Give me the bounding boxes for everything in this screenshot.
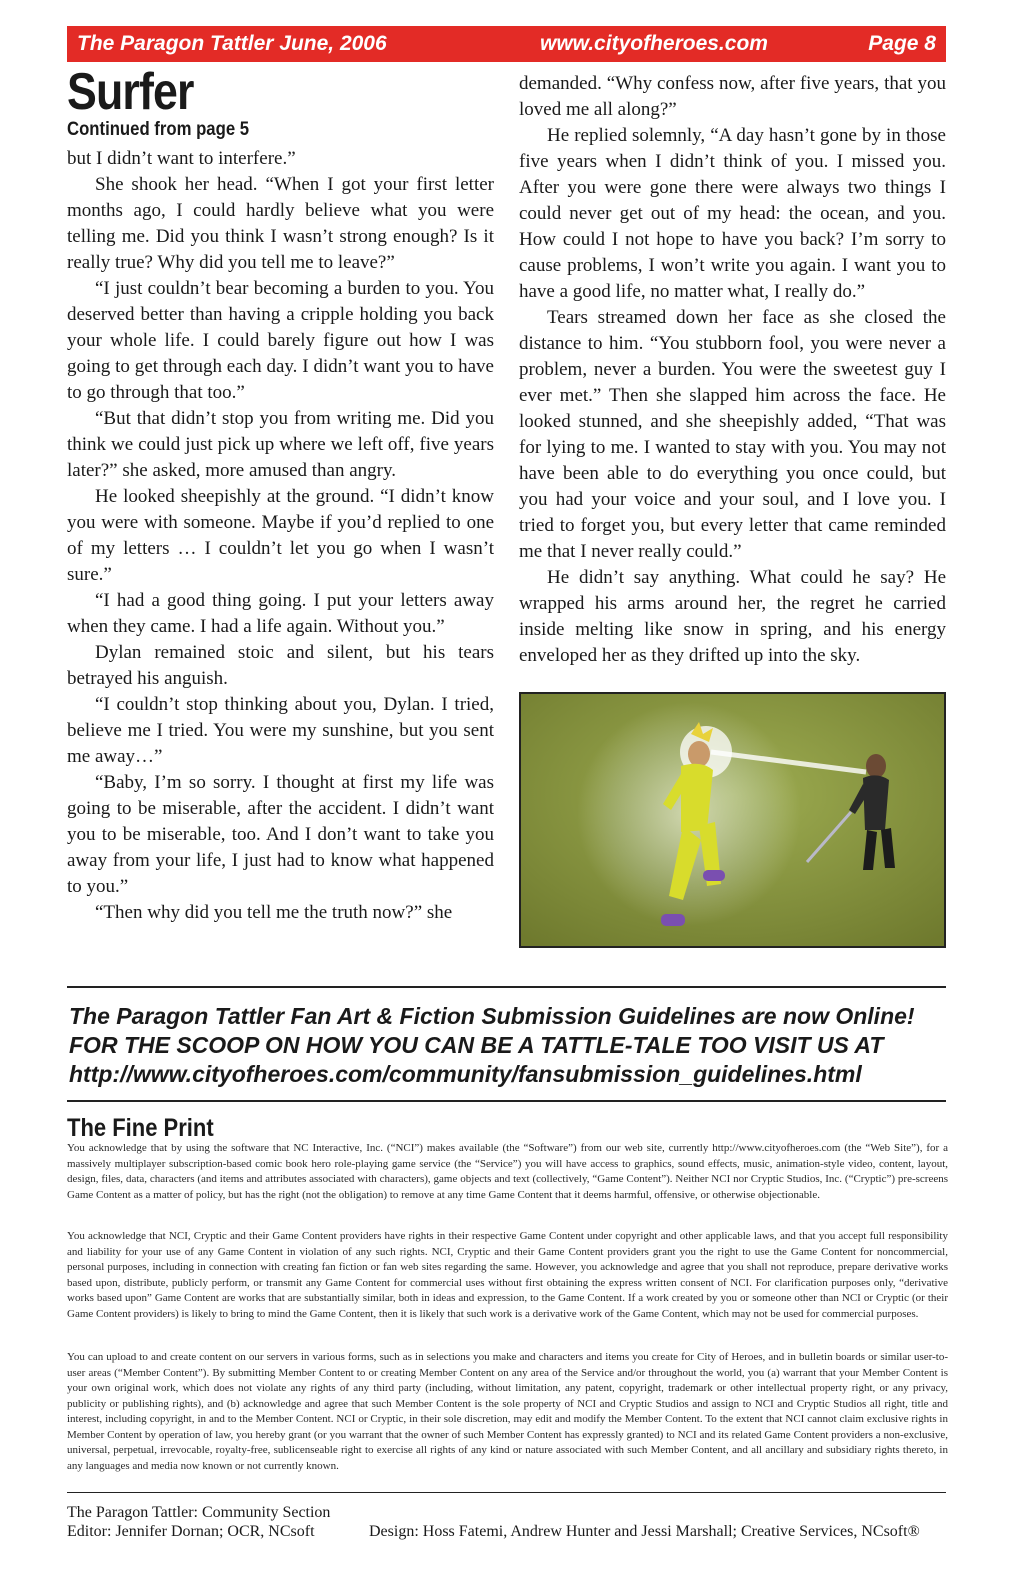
- fine-print-paragraph: You acknowledge that by using the software that NC Interactive, Inc. (“NCI”) makes available (the “Software”) from our web site, currently http://www.cityofheroes.com (the “Web Site”), for a massively multiplayer subscription-based comic book hero role-playing game service (the “Service”) you will have access to graphics, sound effects, music, animation-style video, content, layout, design, files, data, characters (and items and attributes associated with characters), game objects and text (collectively, “Game Content”). Neither NCI nor Cryptic Studios, Inc. (“Cryptic”) pre-screens Game Content as a matter of policy, but has the right (not the obligation) to remove at any time Game Content that it deems harmful, offensive, or otherwise objectionable.: [67, 1142, 948, 1201]
- promo-callout: FOR THE SCOOP ON HOW YOU CAN BE A TATTLE-TALE TOO VISIT US AT: [69, 1032, 884, 1058]
- fine-print-paragraph: You acknowledge that NCI, Cryptic and their Game Content providers have rights in their respective Game Content under copyright and other applicable laws, and that you accept full responsibility and liability for your use of any Game Content in violation of any such rights. NCI, Cryptic and their Game Content providers grant you the right to use the Game Content for noncommercial, personal purposes, including in connection with creating fan fiction or fan web sites regarding the same. However, you acknowledge and agree that you shall not reproduce, prepare derivative works based upon, distribute, publicly perform, or transmit any Game Content for commercial uses without first obtaining the express written consent of NCI. For clarification purposes only, “derivative works based upon” Game Content are works that are substantially similar, both in ideas and expression, to the Game Content. If a work created by you or someone other than NCI or Cryptic (or their Game Content providers) is likely to bring to mind the Game Content, then it is likely that such work is a derivative work of the Game Content, which may not be used for commercial purposes.: [67, 1230, 948, 1320]
- promo-link[interactable]: http://www.cityofheroes.com/community/fansubmission_guidelines.html: [69, 1061, 862, 1087]
- story-paragraph: “Then why did you tell me the truth now?” she: [95, 902, 453, 923]
- divider: [67, 1100, 946, 1102]
- footer-section-label: The Paragon Tattler: Community Section: [67, 1504, 331, 1521]
- fine-print-title: The Fine Print: [67, 1114, 214, 1142]
- game-screenshot-illustration: [519, 692, 946, 948]
- divider: [67, 986, 946, 988]
- footer-editor: Editor: Jennifer Dornan; OCR, NCsoft: [67, 1523, 315, 1540]
- newsletter-title: The Paragon Tattler June, 2006: [77, 32, 387, 55]
- story-paragraph: Dylan remained stoic and silent, but his tears betrayed his anguish.: [67, 642, 494, 689]
- story-paragraph: demanded. “Why confess now, after five years, that you loved me all along?”: [519, 73, 946, 120]
- story-paragraph: “I just couldn’t bear becoming a burden to you. You deserved better than having a cripple holding you back your whole life. I could barely figure out how I was going to get through each day. I didn’t want you to have to go through that too.”: [67, 278, 494, 403]
- story-paragraph: “I couldn’t stop thinking about you, Dylan. I tried, believe me I tried. You were my sunshine, but you sent me away…”: [67, 694, 494, 767]
- story-title: Surfer: [67, 63, 194, 121]
- footer-design: Design: Hoss Fatemi, Andrew Hunter and Jessi Marshall; Creative Services, NCsoft®: [369, 1523, 920, 1540]
- promo-headline: The Paragon Tattler Fan Art & Fiction Submission Guidelines are now Online!: [69, 1003, 915, 1029]
- story-paragraph: He replied solemnly, “A day hasn’t gone by in those five years when I didn’t think of you. I missed you. After you were gone there were always two things I could never get out of my head: the ocean, and you. How could I not hope to have you back? I’m sorry to cause problems, I won’t write you again. I want you to have a good life, no matter what, I really do.”: [519, 125, 946, 302]
- continued-note: Continued from page 5: [67, 119, 250, 140]
- page-number: Page 8: [868, 32, 936, 55]
- story-column-right: [519, 71, 946, 669]
- story-paragraph: “But that didn’t stop you from writing me. Did you think we could just pick up where we left off, five years later?” she asked, more amused than angry.: [67, 408, 494, 481]
- story-column-left: [67, 146, 494, 926]
- story-paragraph: Tears streamed down her face as she closed the distance to him. “You stubborn fool, you were never a problem, never a burden. You were the sweetest guy I ever met.” Then she slapped him across the face. He looked stunned, and she sheepishly added, “That was for lying to me. I wanted to stay with you. You may not have been able to do everything you once could, but you had your voice and your soul, and I love you. I tried to forget you, but every letter that came reminded me that I never really could.”: [519, 307, 946, 562]
- story-paragraph: “I had a good thing going. I put your letters away when they came. I had a life again. Without you.”: [67, 590, 494, 637]
- footer-credits: [67, 1522, 948, 1542]
- story-paragraph: but I didn’t want to interfere.”: [67, 148, 296, 169]
- story-paragraph: He looked sheepishly at the ground. “I didn’t know you were with someone. Maybe if you’d replied to one of my letters … I couldn’t let you go when I wasn’t sure.”: [67, 486, 494, 585]
- story-paragraph: She shook her head. “When I got your first letter months ago, I could hardly believe what you were telling me. Did you think I wasn’t strong enough? Is it really true? Why did you tell me to leave?”: [67, 174, 494, 273]
- fine-print-paragraph: You can upload to and create content on our servers in various forms, such as in selections you make and characters and items you create for City of Heroes, and in bulletin boards or similar user-to-user areas (“Member Content”). By submitting Member Content to or creating Member Content on any area of the Service and/or throughout the world, you (a) warrant that your Member Content is your own original work, which does not violate any rights of any third party (including, without limitation, any patent, copyright, trademark or other intellectual property right, or any privacy, publicity or publishing rights), and (b) acknowledge and agree that such Member Content is the sole property of NCI and Cryptic Studios and assign to NCI and Cryptic Studios all right, title and interest, including copyright, in and to the Member Content. NCI or Cryptic, in their sole discretion, may edit and modify the Member Content. To the extent that NCI cannot claim exclusive rights in Member Content by operation of law, you hereby grant (or you warrant that the owner of such Member Content has expressly granted) to NCI and its related Game Content providers a non-exclusive, universal, perpetual, irrevocable, royalty-free, sublicenseable right to exercise all rights of any kind or nature associated with such Member Content, and all ancillary and subsidiary rights thereto, in any languages and media now known or not currently known.: [67, 1351, 948, 1472]
- story-paragraph: “Baby, I’m so sorry. I thought at first my life was going to be miserable, after the accident. I didn’t want you to be miserable, too. And I don’t want to take you away from your life, I just had to know what happened to you.”: [67, 772, 494, 897]
- submission-guidelines-promo: [69, 1002, 949, 1089]
- page-header: [67, 26, 946, 62]
- hero-scene-image: [521, 694, 944, 946]
- website-url[interactable]: www.cityofheroes.com: [540, 32, 768, 55]
- story-paragraph: He didn’t say anything. What could he say? He wrapped his arms around her, the regret he carried inside melting like snow in spring, and his energy enveloped her as they drifted up into the sky.: [519, 567, 946, 666]
- divider: [67, 1492, 946, 1493]
